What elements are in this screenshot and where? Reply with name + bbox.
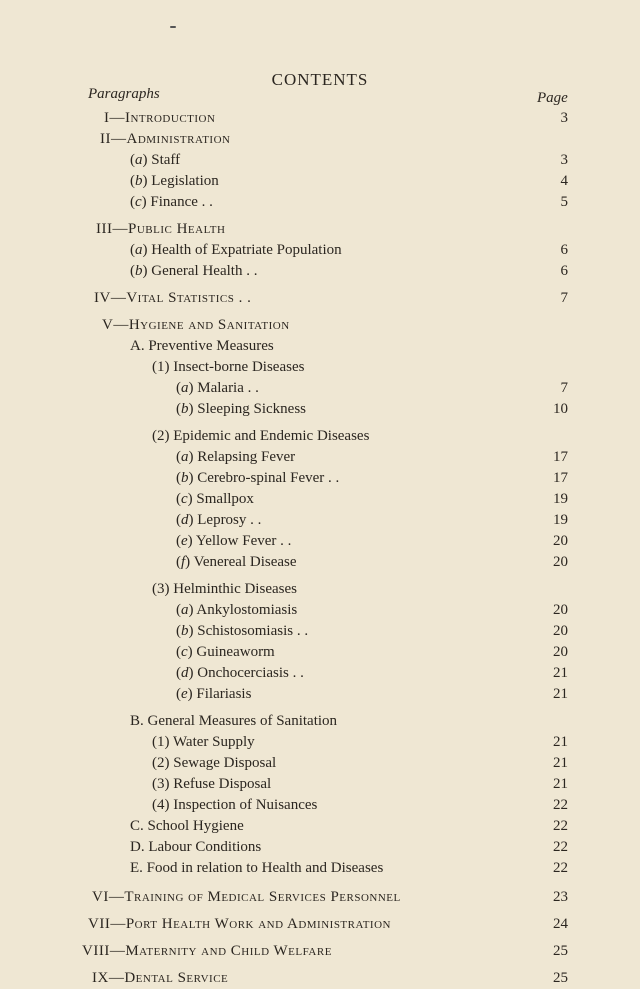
toc-entry [0,579,640,600]
entry-text: C. School Hygiene [130,818,244,834]
entry-text: (a) Ankylostomiasis [176,602,298,618]
toc-entry [0,837,640,858]
entry-page: 17 [553,449,568,465]
toc-entry [0,219,640,240]
entry-page: 21 [553,686,568,702]
toc-entry [0,732,640,753]
entry-text: (b) Cerebro-spinal Fever . . [176,470,340,486]
entry-text: (f) Venereal Disease [176,554,297,570]
entry-page: 17 [553,470,568,486]
toc-entry [0,795,640,816]
contents-list [0,108,640,989]
entry-page: 7 [560,290,568,306]
entry-text: (4) Inspection of Nuisances [152,797,318,813]
entry-page: 20 [553,602,568,618]
entry-page: 20 [553,554,568,570]
entry-page: 25 [553,970,568,986]
entry-page: 19 [553,512,568,528]
toc-entry [0,129,640,150]
toc-entry [0,914,640,935]
entry-page: 21 [553,755,568,771]
toc-entry [0,468,640,489]
entry-text: VI—Training of Medical Services Personnel [92,889,401,905]
toc-entry [0,399,640,420]
entry-page: 24 [553,916,568,932]
entry-text: B. General Measures of Sanitation [130,713,338,729]
toc-entry [0,447,640,468]
entry-page: 20 [553,644,568,660]
entry-page: 22 [553,797,568,813]
toc-entry [0,357,640,378]
toc-entry [0,489,640,510]
toc-entry [0,315,640,336]
entry-page: 22 [553,818,568,834]
entry-text: (e) Yellow Fever . . [176,533,292,549]
entry-page: 19 [553,491,568,507]
toc-entry [0,108,640,129]
entry-page: 21 [553,776,568,792]
entry-text: (1) Insect-borne Diseases [152,359,305,375]
toc-entry [0,711,640,732]
toc-entry [0,171,640,192]
toc-entry [0,288,640,309]
toc-entry [0,968,640,989]
entry-page: 4 [560,173,568,189]
entry-text: (a) Malaria . . [176,380,259,396]
entry-page: 20 [553,533,568,549]
entry-text: I—Introduction [104,110,216,126]
entry-text: (a) Staff [130,152,181,168]
toc-entry [0,378,640,399]
entry-text: (1) Water Supply [152,734,255,750]
toc-entry [0,600,640,621]
entry-text: (b) General Health . . [130,263,258,279]
entry-text: (b) Legislation [130,173,219,189]
entry-text: (e) Filariasis [176,686,252,702]
entry-page: 23 [553,889,568,905]
toc-entry [0,552,640,573]
toc-entry [0,816,640,837]
entry-page: 25 [553,943,568,959]
entry-page: 6 [560,263,568,279]
entry-page: 6 [560,242,568,258]
entry-text: VII—Port Health Work and Administration [88,916,391,932]
entry-text: (c) Smallpox [176,491,254,507]
toc-entry [0,426,640,447]
toc-entry [0,753,640,774]
entry-text: V—Hygiene and Sanitation [102,317,290,333]
entry-page: 3 [560,110,568,126]
entry-page: 10 [553,401,568,417]
entry-text: (c) Guineaworm [176,644,275,660]
paragraphs-label: Paragraphs [88,86,160,102]
entry-text: VIII—Maternity and Child Welfare [82,943,332,959]
entry-text: (b) Sleeping Sickness [176,401,306,417]
toc-entry [0,887,640,908]
entry-text: IV—Vital Statistics . . [94,290,252,306]
entry-text: (3) Helminthic Diseases [152,581,297,597]
entry-text: A. Preventive Measures [130,338,274,354]
ink-mark [170,26,176,28]
entry-text: (a) Health of Expatriate Population [130,242,342,258]
entry-text: (d) Onchocerciasis . . [176,665,304,681]
toc-entry [0,621,640,642]
entry-page: 3 [560,152,568,168]
entry-page: 21 [553,665,568,681]
entry-page: 5 [560,194,568,210]
entry-page: 22 [553,860,568,876]
toc-entry [0,261,640,282]
toc-entry [0,192,640,213]
entry-text: III—Public Health [96,221,226,237]
page-title: CONTENTS [271,70,369,89]
toc-entry [0,663,640,684]
toc-entry [0,774,640,795]
toc-entry [0,240,640,261]
page-column-label: Page [537,90,568,106]
entry-page: 21 [553,734,568,750]
entry-page: 22 [553,839,568,855]
entry-text: D. Labour Conditions [130,839,262,855]
entry-text: (2) Epidemic and Endemic Diseases [152,428,370,444]
entry-text: IX—Dental Service [92,970,229,986]
toc-entry [0,858,640,879]
entry-text: (b) Schistosomiasis . . [176,623,309,639]
entry-text: (3) Refuse Disposal [152,776,272,792]
entry-page: 7 [560,380,568,396]
entry-text: (a) Relapsing Fever [176,449,296,465]
entry-text: (c) Finance . . [130,194,213,210]
toc-entry [0,941,640,962]
entry-page: 20 [553,623,568,639]
toc-entry [0,531,640,552]
toc-entry [0,336,640,357]
toc-entry [0,642,640,663]
toc-entry [0,150,640,171]
entry-text: (2) Sewage Disposal [152,755,277,771]
entry-text: II—Administration [100,131,231,147]
entry-text: (d) Leprosy . . [176,512,262,528]
entry-text: E. Food in relation to Health and Diseases [130,860,384,876]
toc-entry [0,510,640,531]
toc-entry [0,684,640,705]
